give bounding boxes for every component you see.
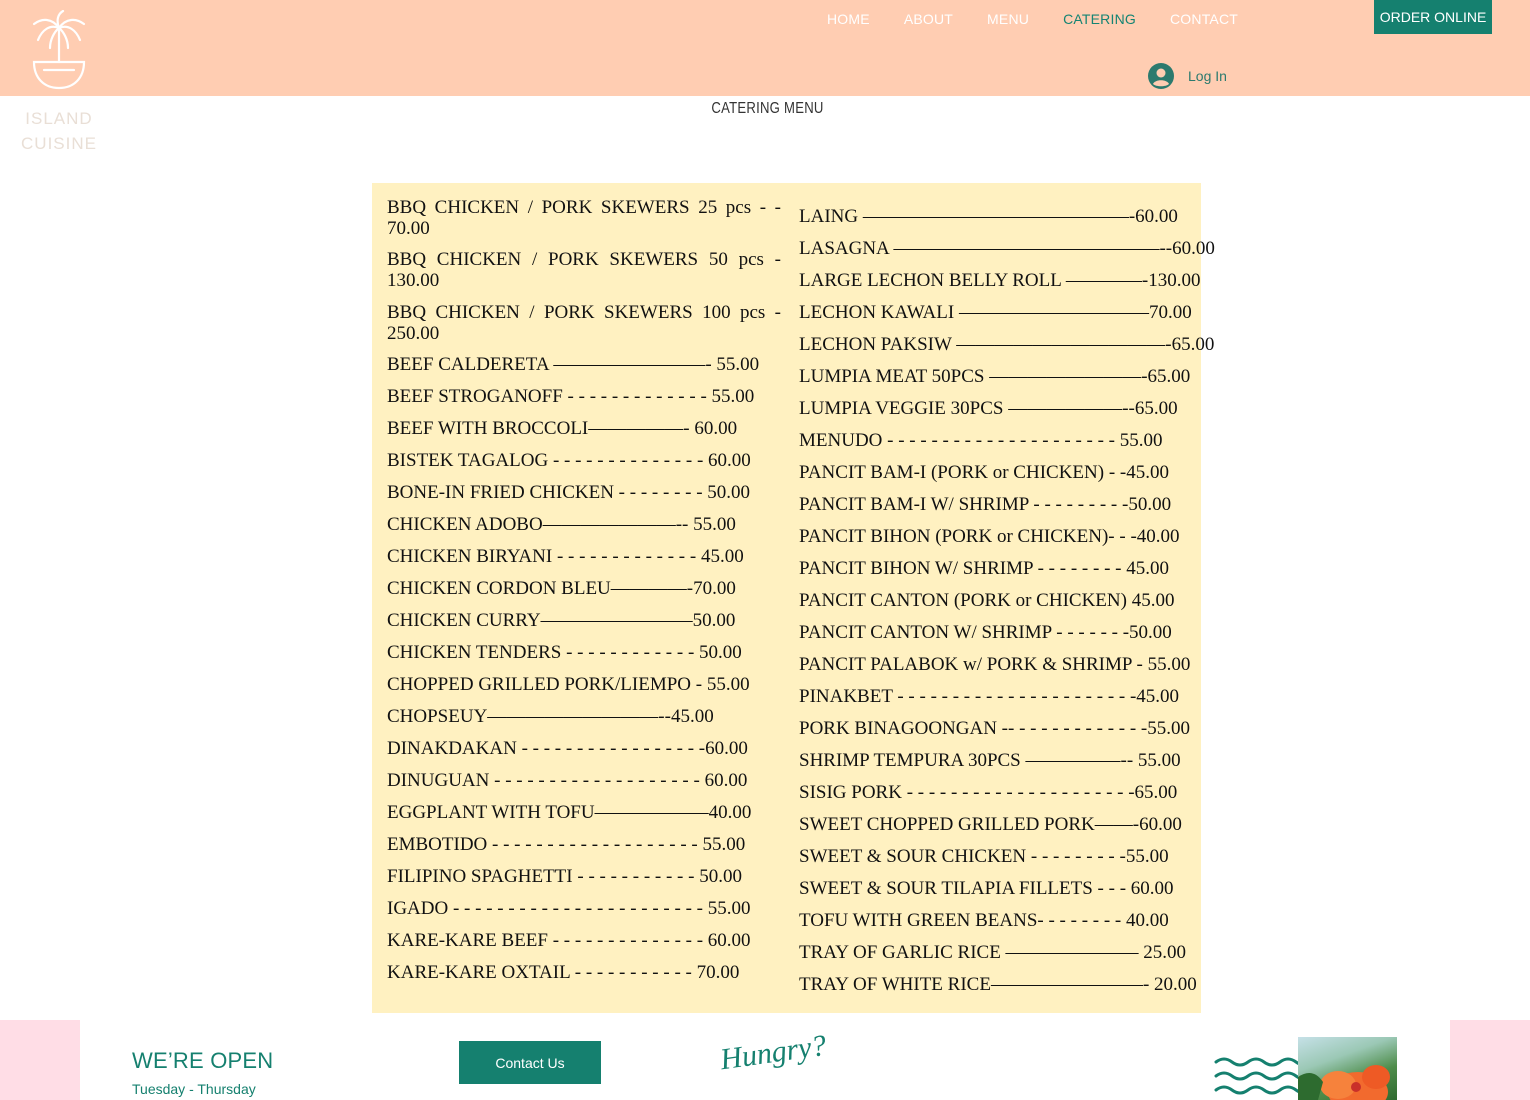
page-title: CATERING MENU (711, 100, 824, 117)
menu-item: BEEF STROGANOFF - - - - - - - - - - - - - 55.00 (387, 386, 755, 407)
menu-item: BISTEK TAGALOG - - - - - - - - - - - - - - 60.00 (387, 450, 751, 471)
menu-item: BEEF CALDERETA ————————- 55.00 (387, 354, 760, 375)
menu-item: SISIG PORK - - - - - - - - - - - - - - - - - - - - -65.00 (799, 782, 1178, 803)
menu-item: PANCIT CANTON W/ SHRIMP - - - - - - -50.00 (799, 622, 1172, 643)
menu-item: CHOPSEUY—————————--45.00 (387, 706, 714, 727)
menu-item: CHICKEN BIRYANI - - - - - - - - - - - - - 45.00 (387, 546, 744, 567)
menu-item: PANCIT BAM-I (PORK or CHICKEN) - -45.00 (799, 462, 1169, 483)
menu-item: LAING ——————————————-60.00 (799, 206, 1178, 227)
main-nav (810, 9, 1255, 29)
menu-item: PANCIT CANTON (PORK or CHICKEN) 45.00 (799, 590, 1175, 611)
menu-item: PORK BINAGOONGAN -- - - - - - - - - - - - -55.00 (799, 718, 1191, 739)
nav-catering[interactable]: CATERING (1063, 11, 1136, 27)
menu-item: PANCIT BIHON W/ SHRIMP - - - - - - - - 45.00 (799, 558, 1169, 579)
login-button[interactable] (1148, 62, 1227, 90)
menu-item: BONE-IN FRIED CHICKEN - - - - - - - - 50.00 (387, 482, 751, 503)
nav-menu[interactable]: MENU (987, 11, 1030, 27)
menu-item: EGGPLANT WITH TOFU——————40.00 (387, 802, 752, 823)
palm-tree-bowl-icon (30, 10, 88, 92)
menu-item: BBQ CHICKEN / PORK SKEWERS 50 pcs - 130.00 (387, 249, 781, 291)
opening-days: Tuesday - Thursday (132, 1081, 256, 1097)
site-header (0, 0, 1530, 96)
menu-item: LASAGNA ——————————————--60.00 (799, 238, 1215, 259)
nav-home[interactable]: HOME (827, 11, 870, 27)
menu-item: MENUDO - - - - - - - - - - - - - - - - - - - - - 55.00 (799, 430, 1163, 451)
menu-item: IGADO - - - - - - - - - - - - - - - - - - - - - - - 55.00 (387, 898, 751, 919)
menu-item: CHICKEN CORDON BLEU————-70.00 (387, 578, 736, 599)
site-logo[interactable] (20, 10, 98, 160)
login-label: Log In (1188, 68, 1227, 84)
menu-item: LECHON PAKSIW ———————————-65.00 (799, 334, 1215, 355)
menu-item: TRAY OF GARLIC RICE ——————— 25.00 (799, 942, 1187, 963)
nav-contact[interactable]: CONTACT (1169, 11, 1239, 27)
menu-item: DINAKDAKAN - - - - - - - - - - - - - - - - -60.00 (387, 738, 748, 759)
menu-item: FILIPINO SPAGHETTI - - - - - - - - - - - 50.00 (387, 866, 742, 887)
menu-item: SWEET & SOUR CHICKEN - - - - - - - - -55.00 (799, 846, 1169, 867)
menu-item: SWEET CHOPPED GRILLED PORK——-60.00 (799, 814, 1182, 835)
brand-name-line1: ISLAND (25, 109, 93, 128)
menu-item: BBQ CHICKEN / PORK SKEWERS 100 pcs - 250.00 (387, 302, 781, 344)
menu-item: KARE-KARE OXTAIL - - - - - - - - - - - 70.00 (387, 962, 740, 983)
opening-hours-title: WE’RE OPEN (132, 1048, 274, 1073)
menu-item: TRAY OF WHITE RICE————————- 20.00 (799, 974, 1197, 995)
menu-item: PANCIT BAM-I W/ SHRIMP - - - - - - - - -50.00 (799, 494, 1172, 515)
contact-us-button[interactable]: Contact Us (459, 1041, 601, 1084)
nav-about[interactable]: ABOUT (903, 11, 954, 27)
menu-item: CHICKEN TENDERS - - - - - - - - - - - - 50.00 (387, 642, 742, 663)
menu-item: BBQ CHICKEN / PORK SKEWERS 25 pcs - - 70.00 (387, 197, 781, 239)
menu-item: SWEET & SOUR TILAPIA FILLETS - - - 60.00 (799, 878, 1174, 899)
hibiscus-flower-icon (1298, 1037, 1397, 1100)
menu-item: TOFU WITH GREEN BEANS- - - - - - - - 40.00 (799, 910, 1169, 931)
menu-item: LECHON KAWALI ——————————70.00 (799, 302, 1192, 323)
hibiscus-photo (1298, 1037, 1397, 1100)
catering-menu-board (372, 183, 1215, 1013)
menu-item: EMBOTIDO - - - - - - - - - - - - - - - - - - - 55.00 (387, 834, 746, 855)
user-avatar-icon (1148, 63, 1174, 89)
hungry-tagline: Hungry? (718, 1028, 829, 1077)
menu-item: PANCIT PALABOK w/ PORK & SHRIMP - 55.00 (799, 654, 1191, 675)
brand-name-line2: CUISINE (21, 134, 97, 153)
brand-name (20, 106, 98, 156)
menu-item: BEEF WITH BROCCOLI—————- 60.00 (387, 418, 738, 439)
menu-item: PANCIT BIHON (PORK or CHICKEN)- - -40.00 (799, 526, 1180, 547)
menu-item: LARGE LECHON BELLY ROLL ————-130.00 (799, 270, 1201, 291)
menu-item: DINUGUAN - - - - - - - - - - - - - - - - - - - 60.00 (387, 770, 748, 791)
menu-item: SHRIMP TEMPURA 30PCS —————-- 55.00 (799, 750, 1181, 771)
menu-item: CHICKEN CURRY————————50.00 (387, 610, 736, 631)
menu-item: KARE-KARE BEEF - - - - - - - - - - - - - - 60.00 (387, 930, 751, 951)
menu-item: CHOPPED GRILLED PORK/LIEMPO - 55.00 (387, 674, 750, 695)
menu-item: LUMPIA VEGGIE 30PCS ——————--65.00 (799, 398, 1178, 419)
order-online-button[interactable]: ORDER ONLINE (1374, 0, 1492, 34)
menu-item: PINAKBET - - - - - - - - - - - - - - - - - - - - - -45.00 (799, 686, 1180, 707)
menu-item: LUMPIA MEAT 50PCS ————————-65.00 (799, 366, 1191, 387)
menu-item: CHICKEN ADOBO———————-- 55.00 (387, 514, 736, 535)
